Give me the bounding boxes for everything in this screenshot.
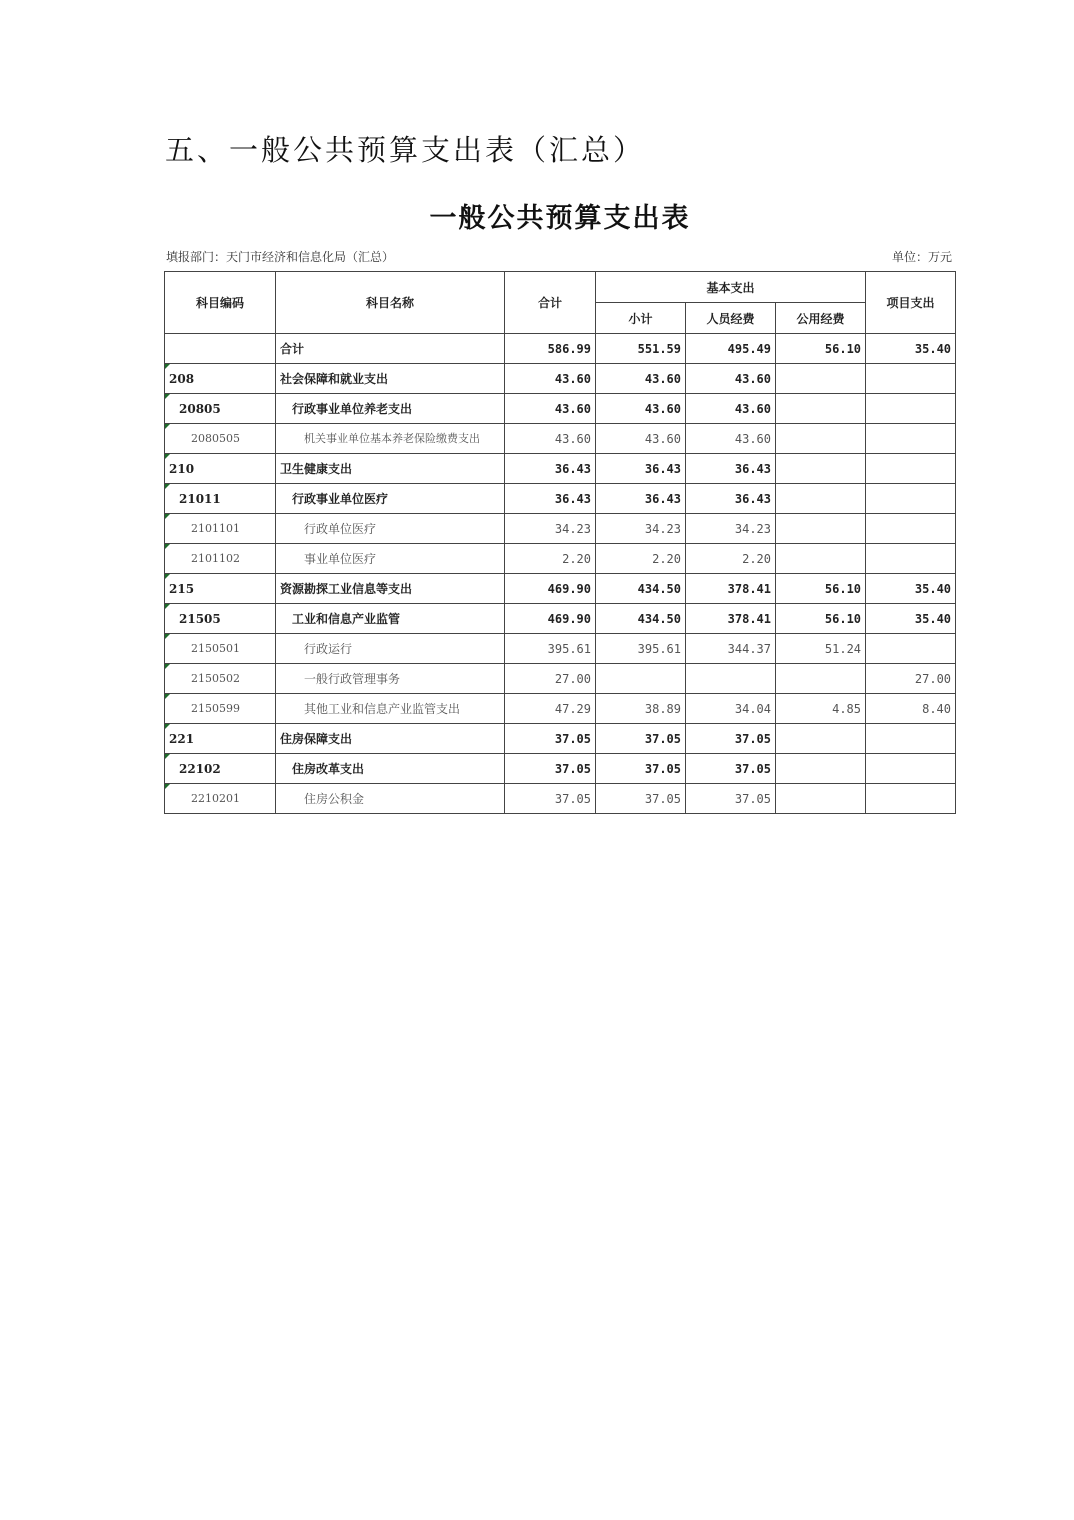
row-code	[165, 604, 276, 634]
cell-marker-icon	[165, 664, 170, 669]
table-row	[165, 424, 956, 454]
row-name: 合计	[276, 334, 505, 364]
header-total: 合计	[505, 272, 596, 334]
row-code-text: 21505	[179, 611, 221, 626]
row-total: 586.99	[505, 334, 596, 364]
row-code	[165, 394, 276, 424]
row-total: 47.29	[505, 694, 596, 724]
row-subtotal: 43.60	[596, 394, 686, 424]
row-project	[866, 454, 956, 484]
row-total: 43.60	[505, 394, 596, 424]
header-basic: 基本支出	[596, 272, 866, 303]
row-personnel: 37.05	[686, 784, 776, 814]
row-name: 一般行政管理事务	[276, 664, 505, 694]
row-code-text: 2150502	[191, 672, 240, 685]
row-name: 行政事业单位养老支出	[276, 394, 505, 424]
row-subtotal: 37.05	[596, 784, 686, 814]
row-subtotal: 551.59	[596, 334, 686, 364]
table-row	[165, 724, 956, 754]
row-name: 工业和信息产业监管	[276, 604, 505, 634]
row-code	[165, 694, 276, 724]
row-public: 51.24	[776, 634, 866, 664]
table-row	[165, 754, 956, 784]
row-personnel: 495.49	[686, 334, 776, 364]
row-code-text: 20805	[179, 401, 221, 416]
row-project	[866, 394, 956, 424]
row-public	[776, 484, 866, 514]
header-name: 科目名称	[276, 272, 505, 334]
cell-marker-icon	[165, 484, 170, 489]
row-code	[165, 334, 276, 364]
row-subtotal: 43.60	[596, 364, 686, 394]
row-name: 卫生健康支出	[276, 454, 505, 484]
row-name: 行政单位医疗	[276, 514, 505, 544]
row-code-text: 215	[169, 581, 195, 596]
header-code: 科目编码	[165, 272, 276, 334]
row-code-text: 208	[169, 371, 195, 386]
row-name: 行政运行	[276, 634, 505, 664]
row-subtotal: 395.61	[596, 634, 686, 664]
row-public: 56.10	[776, 604, 866, 634]
row-name: 住房保障支出	[276, 724, 505, 754]
row-code-text: 2101102	[191, 552, 240, 565]
row-personnel: 2.20	[686, 544, 776, 574]
row-project	[866, 634, 956, 664]
row-total: 34.23	[505, 514, 596, 544]
row-personnel: 34.04	[686, 694, 776, 724]
row-code	[165, 784, 276, 814]
row-subtotal: 36.43	[596, 454, 686, 484]
row-project	[866, 424, 956, 454]
row-public: 4.85	[776, 694, 866, 724]
unit-label: 单位：万元	[891, 250, 952, 264]
header-row-1	[165, 272, 956, 303]
row-personnel: 43.60	[686, 424, 776, 454]
cell-marker-icon	[165, 574, 170, 579]
row-code	[165, 634, 276, 664]
row-name: 住房改革支出	[276, 754, 505, 784]
row-project: 8.40	[866, 694, 956, 724]
cell-marker-icon	[165, 364, 170, 369]
row-code-text: 2080505	[191, 432, 240, 445]
cell-marker-icon	[165, 694, 170, 699]
cell-marker-icon	[165, 724, 170, 729]
row-code	[165, 514, 276, 544]
row-project	[866, 784, 956, 814]
row-subtotal: 434.50	[596, 604, 686, 634]
row-name: 资源勘探工业信息等支出	[276, 574, 505, 604]
header-public: 公用经费	[776, 303, 866, 334]
row-public	[776, 664, 866, 694]
row-project: 35.40	[866, 604, 956, 634]
header-subtotal: 小计	[596, 303, 686, 334]
table-row	[165, 544, 956, 574]
row-personnel: 36.43	[686, 484, 776, 514]
row-project	[866, 364, 956, 394]
row-subtotal: 43.60	[596, 424, 686, 454]
row-code-text: 2210201	[191, 792, 240, 805]
row-personnel: 43.60	[686, 364, 776, 394]
row-code	[165, 424, 276, 454]
row-code-text: 221	[169, 731, 195, 746]
row-total: 395.61	[505, 634, 596, 664]
row-name: 社会保障和就业支出	[276, 364, 505, 394]
cell-marker-icon	[165, 604, 170, 609]
row-subtotal: 34.23	[596, 514, 686, 544]
row-total: 469.90	[505, 604, 596, 634]
row-personnel	[686, 664, 776, 694]
row-project: 27.00	[866, 664, 956, 694]
row-code	[165, 574, 276, 604]
row-subtotal: 434.50	[596, 574, 686, 604]
row-public: 56.10	[776, 334, 866, 364]
row-public	[776, 514, 866, 544]
table-row	[165, 634, 956, 664]
row-code-text: 21011	[179, 491, 221, 506]
row-total: 43.60	[505, 364, 596, 394]
row-project	[866, 724, 956, 754]
row-total: 43.60	[505, 424, 596, 454]
table-row	[165, 364, 956, 394]
row-code-text: 210	[169, 461, 195, 476]
table-row	[165, 784, 956, 814]
row-personnel: 36.43	[686, 454, 776, 484]
row-personnel: 34.23	[686, 514, 776, 544]
table-row	[165, 694, 956, 724]
header-personnel: 人员经费	[686, 303, 776, 334]
budget-table	[164, 271, 956, 814]
table-row	[165, 334, 956, 364]
table-row	[165, 664, 956, 694]
row-personnel: 344.37	[686, 634, 776, 664]
table-row	[165, 574, 956, 604]
row-name: 机关事业单位基本养老保险缴费支出	[276, 424, 505, 454]
row-project	[866, 484, 956, 514]
row-subtotal: 2.20	[596, 544, 686, 574]
table-row	[165, 514, 956, 544]
row-subtotal: 38.89	[596, 694, 686, 724]
row-project	[866, 754, 956, 784]
row-public	[776, 724, 866, 754]
row-total: 36.43	[505, 454, 596, 484]
row-total: 37.05	[505, 784, 596, 814]
row-code	[165, 544, 276, 574]
row-code	[165, 484, 276, 514]
row-project	[866, 514, 956, 544]
row-public	[776, 364, 866, 394]
row-project	[866, 544, 956, 574]
row-code	[165, 724, 276, 754]
row-public	[776, 394, 866, 424]
row-code	[165, 454, 276, 484]
row-total: 37.05	[505, 724, 596, 754]
row-code-text: 2101101	[191, 522, 240, 535]
cell-marker-icon	[165, 544, 170, 549]
row-personnel: 378.41	[686, 604, 776, 634]
department-label: 填报部门：天门市经济和信息化局（汇总）	[166, 250, 395, 264]
row-subtotal: 37.05	[596, 754, 686, 784]
table-row	[165, 484, 956, 514]
cell-marker-icon	[165, 394, 170, 399]
row-subtotal: 36.43	[596, 484, 686, 514]
row-public	[776, 454, 866, 484]
cell-marker-icon	[165, 424, 170, 429]
row-public	[776, 754, 866, 784]
table-row	[165, 394, 956, 424]
row-code-text: 2150501	[191, 642, 240, 655]
row-subtotal	[596, 664, 686, 694]
cell-marker-icon	[165, 634, 170, 639]
row-code	[165, 364, 276, 394]
row-total: 37.05	[505, 754, 596, 784]
row-subtotal: 37.05	[596, 724, 686, 754]
row-code-text: 2150599	[191, 702, 240, 715]
row-total: 36.43	[505, 484, 596, 514]
cell-marker-icon	[165, 514, 170, 519]
row-name: 住房公积金	[276, 784, 505, 814]
table-row	[165, 454, 956, 484]
cell-marker-icon	[165, 784, 170, 789]
section-heading: 五、一般公共预算支出表（汇总）	[165, 133, 646, 167]
header-project: 项目支出	[866, 272, 956, 334]
row-name: 其他工业和信息产业监管支出	[276, 694, 505, 724]
table-row	[165, 604, 956, 634]
row-code	[165, 754, 276, 784]
cell-marker-icon	[165, 754, 170, 759]
row-personnel: 43.60	[686, 394, 776, 424]
row-code	[165, 664, 276, 694]
row-personnel: 378.41	[686, 574, 776, 604]
row-public: 56.10	[776, 574, 866, 604]
row-personnel: 37.05	[686, 754, 776, 784]
row-public	[776, 424, 866, 454]
row-public	[776, 784, 866, 814]
row-total: 27.00	[505, 664, 596, 694]
row-name: 行政事业单位医疗	[276, 484, 505, 514]
cell-marker-icon	[165, 454, 170, 459]
row-code-text: 22102	[179, 761, 221, 776]
row-public	[776, 544, 866, 574]
row-total: 2.20	[505, 544, 596, 574]
row-project: 35.40	[866, 574, 956, 604]
table-title: 一般公共预算支出表	[429, 203, 691, 234]
row-personnel: 37.05	[686, 724, 776, 754]
row-project: 35.40	[866, 334, 956, 364]
row-name: 事业单位医疗	[276, 544, 505, 574]
row-total: 469.90	[505, 574, 596, 604]
